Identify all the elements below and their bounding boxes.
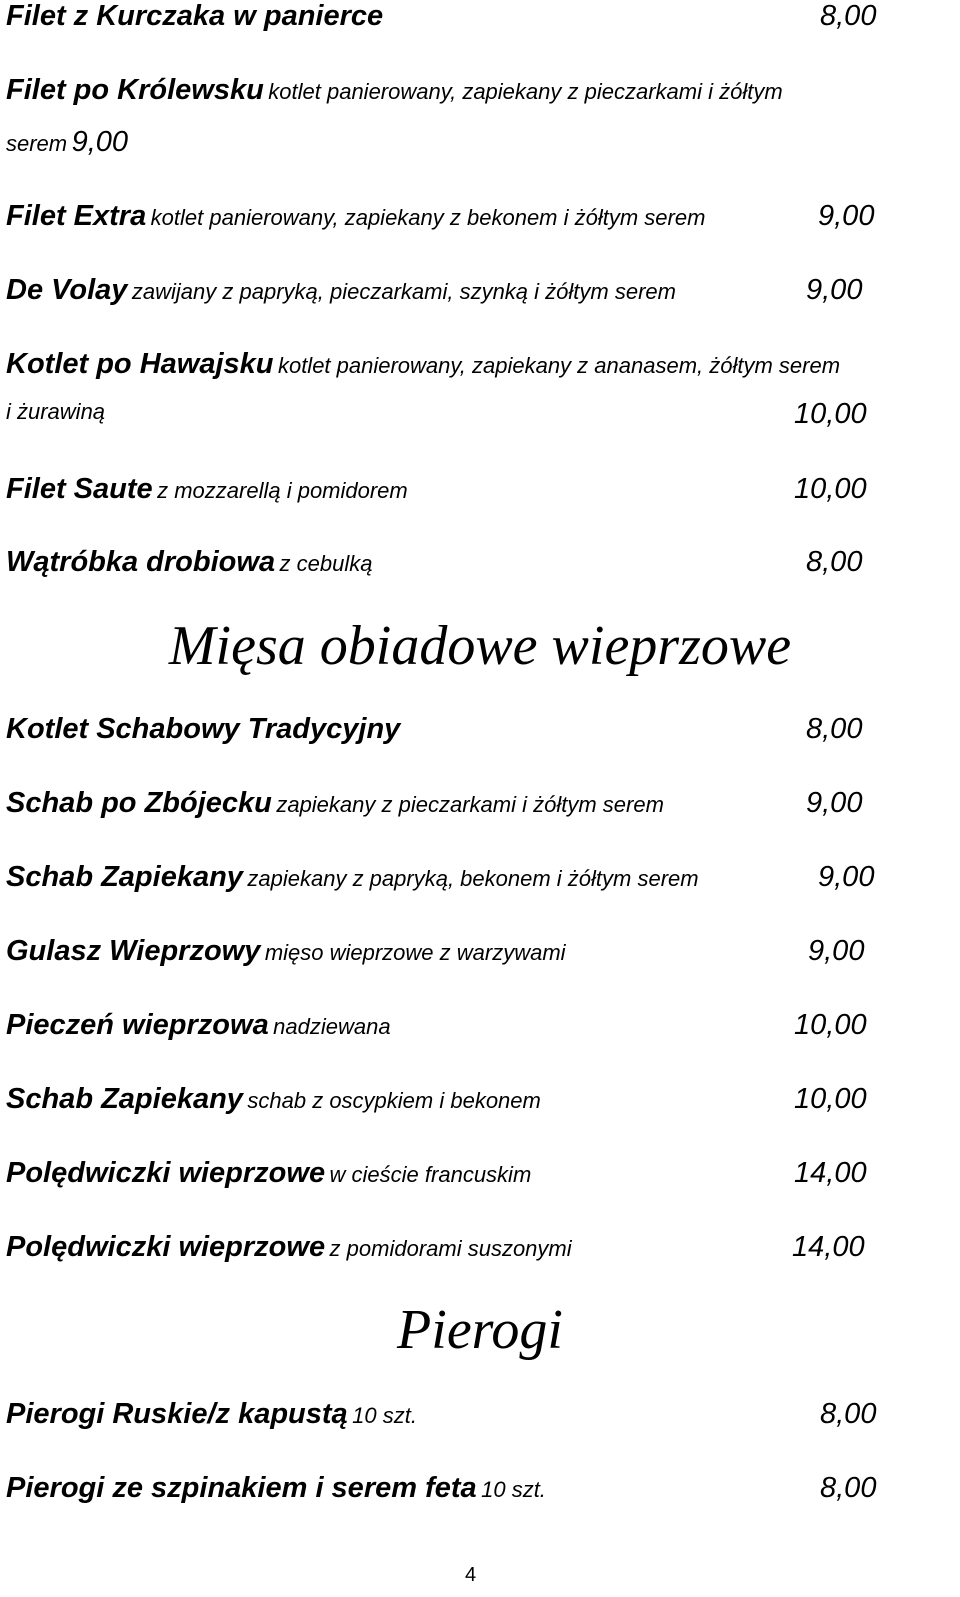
item-description: kotlet panierowany, zapiekany z ananasem, żółtym serem xyxy=(277,353,841,378)
item-description: schab z oscypkiem i bekonem xyxy=(247,1088,541,1113)
item-description: kotlet panierowany, zapiekany z bekonem i żółtym serem xyxy=(150,205,706,230)
item-description: z mozzarellą i pomidorem xyxy=(157,478,408,503)
item-price: 9,00 xyxy=(806,787,863,819)
item-price: 14,00 xyxy=(792,1231,865,1263)
item-name: Pieczeń wieprzowa xyxy=(6,1009,269,1041)
item-description: mięso wieprzowe z warzywami xyxy=(264,940,566,965)
menu-item xyxy=(6,1474,546,1503)
page-number: 4 xyxy=(465,1564,477,1586)
item-name: Polędwiczki wieprzowe xyxy=(6,1231,326,1263)
menu-item-continuation xyxy=(6,401,105,423)
item-description: zapiekany z pieczarkami i żółtym serem xyxy=(276,792,664,817)
item-name: Schab Zapiekany xyxy=(6,861,243,893)
item-name: Filet Saute xyxy=(6,473,153,505)
item-description: zapiekany z papryką, bekonem i żółtym serem xyxy=(247,866,699,891)
menu-item xyxy=(6,863,699,892)
item-name: Filet Extra xyxy=(6,200,147,232)
item-price: 10,00 xyxy=(794,398,867,430)
menu-item xyxy=(6,276,676,305)
item-name: Filet z Kurczaka w panierce xyxy=(6,0,384,32)
item-description: z cebulką xyxy=(279,551,373,576)
item-name: Wątróbka drobiowa xyxy=(6,546,276,578)
item-price: 9,00 xyxy=(808,935,865,967)
item-price: 14,00 xyxy=(794,1157,867,1189)
section-heading-pierogi: Pierogi xyxy=(397,1299,563,1361)
item-name: De Volay xyxy=(6,274,128,306)
section-heading-pork: Mięsa obiadowe wieprzowe xyxy=(168,615,792,677)
item-name: Schab Zapiekany xyxy=(6,1083,243,1115)
item-description-continued: serem xyxy=(6,131,68,156)
item-price: 10,00 xyxy=(794,1083,867,1115)
item-description: w cieście francuskim xyxy=(329,1162,532,1187)
item-price: 10,00 xyxy=(794,473,867,505)
item-price: 8,00 xyxy=(806,713,863,745)
menu-item xyxy=(6,789,664,818)
item-price: 9,00 xyxy=(818,861,875,893)
item-name: Gulasz Wieprzowy xyxy=(6,935,261,967)
menu-item xyxy=(6,715,400,744)
menu-item xyxy=(6,1011,391,1040)
item-description: 10 szt. xyxy=(352,1403,417,1428)
item-price: 8,00 xyxy=(820,0,877,32)
menu-item xyxy=(6,548,372,577)
item-price: 9,00 xyxy=(818,200,875,232)
item-name: Kotlet po Hawajsku xyxy=(6,348,274,380)
item-description: nadziewana xyxy=(273,1014,391,1039)
menu-item xyxy=(6,1085,541,1114)
menu-item-continuation xyxy=(6,128,128,157)
item-name: Filet po Królewsku xyxy=(6,74,264,106)
item-price: 9,00 xyxy=(806,274,863,306)
menu-item xyxy=(6,937,566,966)
menu-item xyxy=(6,202,705,231)
menu-item xyxy=(6,76,783,105)
item-description: zawijany z papryką, pieczarkami, szynką i żółtym serem xyxy=(131,279,676,304)
item-price: 9,00 xyxy=(71,126,129,158)
item-price: 10,00 xyxy=(794,1009,867,1041)
menu-item xyxy=(6,350,840,379)
item-description: kotlet panierowany, zapiekany z pieczarkami i żółtym xyxy=(268,79,783,104)
item-name: Pierogi Ruskie/z kapustą xyxy=(6,1398,348,1430)
menu-item xyxy=(6,1159,531,1188)
item-price: 8,00 xyxy=(820,1472,877,1504)
item-name: Kotlet Schabowy Tradycyjny xyxy=(6,713,401,745)
menu-item xyxy=(6,475,408,504)
item-description: 10 szt. xyxy=(481,1477,546,1502)
item-price: 8,00 xyxy=(806,546,863,578)
item-name: Pierogi ze szpinakiem i serem feta xyxy=(6,1472,477,1504)
item-price: 8,00 xyxy=(820,1398,877,1430)
item-name: Polędwiczki wieprzowe xyxy=(6,1157,326,1189)
item-name: Schab po Zbójecku xyxy=(6,787,272,819)
item-description: z pomidorami suszonymi xyxy=(329,1236,572,1261)
menu-item xyxy=(6,1400,417,1429)
menu-item xyxy=(6,1233,572,1262)
item-description-continued: i żurawiną xyxy=(6,399,106,424)
menu-item xyxy=(6,2,383,31)
